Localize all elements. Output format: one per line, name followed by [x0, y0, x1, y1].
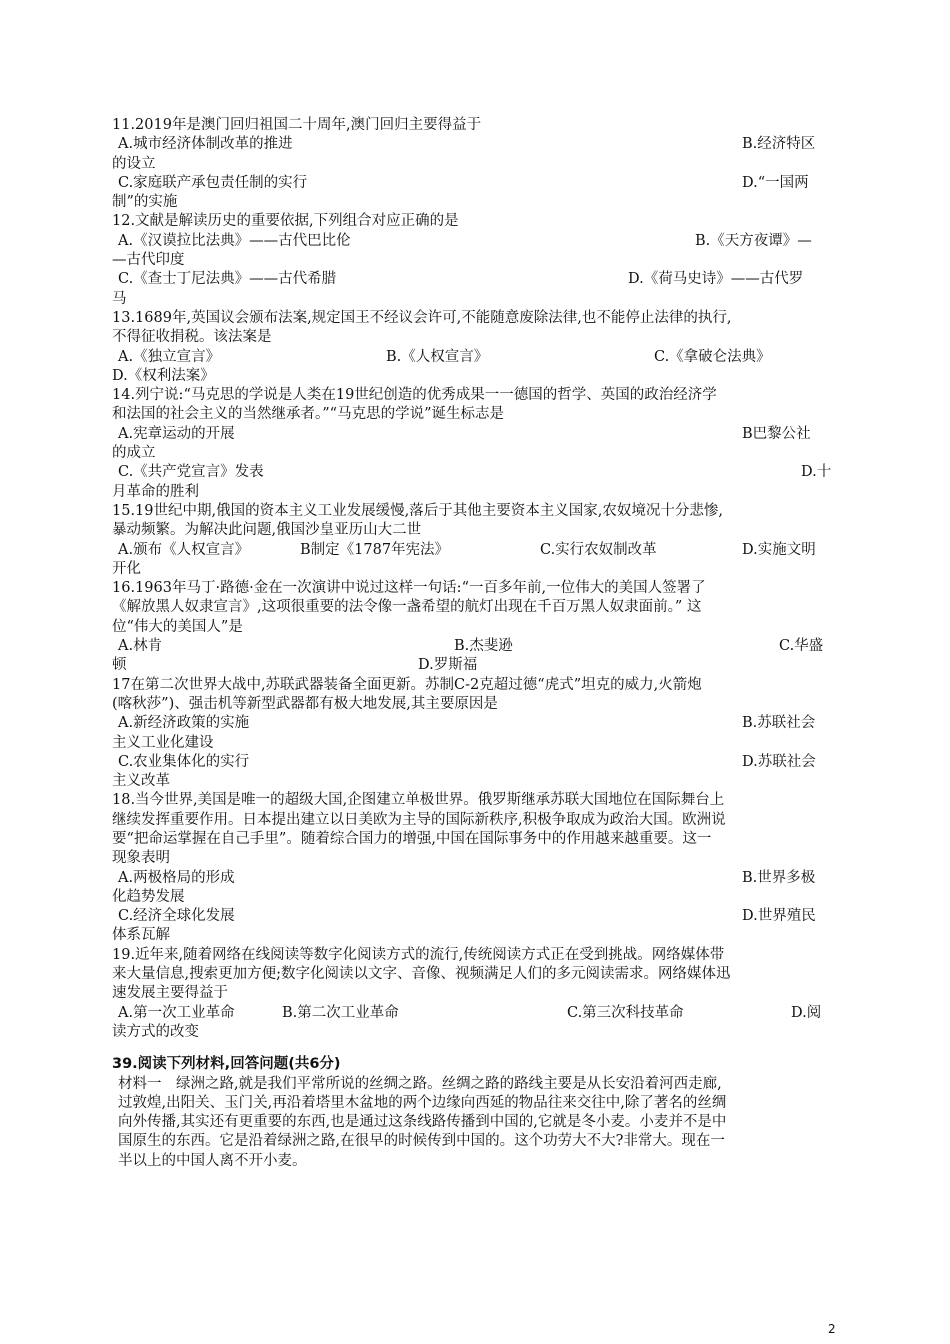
option-d-continued: 开化 [112, 560, 141, 577]
option-b: B.《人权宣言》 [386, 348, 489, 365]
option-a: A.颁布《人权宣言》 [118, 541, 250, 558]
question-11-stem: 11.2019年是澳门回归祖国二十周年,澳门回归主要得益于 [112, 117, 482, 133]
question-14-options-row1 [112, 425, 834, 444]
question-14-stem-line1: 14.列宁说:“马克思的学说是人类在19世纪创造的优秀成果一一德国的哲学、英国的政治经济学 [112, 387, 717, 404]
option-a: A.宪章运动的开展 [118, 425, 235, 442]
option-d: D.“一国两 [742, 174, 809, 191]
option-c: C.华盛 [779, 638, 824, 655]
question-12-options-row1 [112, 232, 834, 251]
question-15-stem-line1: 15.19世纪中期,俄国的资本主义工业发展缓慢,落后于其他主要资本主义国家,农奴境况十分悲惨, [112, 502, 723, 519]
option-c: C.《查士丁尼法典》——古代希腊 [118, 271, 337, 288]
question-19-options-row [112, 1004, 834, 1023]
question-17-options-row1 [112, 714, 834, 733]
option-d: D.实施文明 [742, 541, 816, 558]
option-a: A.城市经济体制改革的推进 [118, 136, 293, 153]
option-b: B.第二次工业革命 [282, 1004, 399, 1021]
question-18-stem-line3: 要“把命运掌握在自己手里”。随着综合国力的增强,中国在国际事务中的作用越来越重要。这一 [112, 830, 712, 847]
option-d-continued: 月革命的胜利 [112, 483, 199, 500]
question-19-stem-line3: 速发展主要得益于 [112, 985, 228, 1002]
option-b: B.经济特区 [742, 136, 816, 153]
option-c: C.《拿破仑法典》 [654, 348, 771, 365]
option-a: A.新经济政策的实施 [118, 715, 250, 732]
question-19-stem-line1: 19.近年来,随着网络在线阅读等数字化阅读方式的流行,传统阅读方式正在受到挑战。网络媒体带 [112, 946, 725, 963]
question-18-stem-line2: 继续发挥重要作用。日本提出建立以日美欧为主导的国际新秩序,积极争取成为政治大国。欧洲说 [112, 811, 726, 828]
material-one [112, 1075, 834, 1171]
material-line: 向外传播,其实还有更重要的东西,也是通过这条线路传播到中国的,它就是冬小麦。小麦并不是中 [118, 1114, 727, 1131]
option-c: C.家庭联产承包责任制的实行 [118, 174, 308, 191]
question-16-options-row [112, 637, 834, 656]
option-b-continued: 的成立 [112, 445, 156, 462]
page-number: 2 [828, 1322, 836, 1336]
option-d: D.阅 [791, 1004, 822, 1021]
question-15-options-row [112, 541, 834, 560]
option-b: B制定《1787年宪法》 [300, 541, 450, 558]
option-d-continued: 体系瓦解 [112, 927, 170, 944]
question-18-options-row1 [112, 869, 834, 888]
option-b-continued: —古代印度 [112, 252, 185, 269]
question-39-title: 39.阅读下列材料,回答问题(共6分) [112, 1056, 341, 1073]
question-14-stem-line2: 和法国的社会主义的当然继承者。”“马克思的学说”诞生标志是 [112, 406, 504, 423]
option-d: D.十 [801, 464, 832, 481]
option-c: C.农业集体化的实行 [118, 753, 250, 770]
option-d-continued: 主义改革 [112, 773, 170, 790]
question-16-options-row2 [112, 656, 834, 675]
option-b: B.《天方夜谭》— [695, 232, 812, 249]
option-a: A.第一次工业革命 [118, 1004, 235, 1021]
option-a: A.《独立宣言》 [118, 348, 221, 365]
question-17-options-row2 [112, 753, 834, 772]
option-b: B巴黎公社 [742, 425, 811, 442]
question-16-stem-line1: 16.1963年马丁·路德·金在一次演讲中说过这样一句话:“一百多年前,一位伟大的美国人签署了 [112, 580, 706, 597]
option-b-continued: 的设立 [112, 155, 156, 172]
option-a: A.《汉谟拉比法典》——古代巴比伦 [118, 232, 351, 249]
option-d: D.世界殖民 [742, 908, 816, 925]
option-c-continued: 顿 [112, 657, 127, 674]
option-d: D.《荷马史诗》——古代罗 [628, 271, 804, 288]
material-line: 半以上的中国人离不开小麦。 [118, 1152, 307, 1169]
question-13-stem-line2: 不得征收捐税。该法案是 [112, 329, 272, 346]
option-b: B.世界多极 [742, 869, 816, 886]
question-17-stem-line2: (喀秋莎”)、强击机等新型武器都有极大地发展,其主要原因是 [112, 695, 498, 712]
option-b-continued: 主义工业化建设 [112, 734, 214, 751]
question-17-stem-line1: 17在第二次世界大战中,苏联武器装备全面更新。苏制C-2克超过德“虎式”坦克的威力,火箭炮 [112, 676, 702, 693]
option-d: D.罗斯福 [418, 657, 478, 674]
question-18-options-row2 [112, 907, 834, 926]
question-11-options-row2 [112, 174, 834, 193]
option-d-continued: 制”的实施 [112, 194, 178, 211]
material-line: 过敦煌,出阳关、玉门关,再沿着塔里木盆地的两个边缘向西延的物品往来交往中,除了著名的丝绸 [118, 1094, 727, 1111]
question-16-stem-line3: 位“伟大的美国人”是 [112, 618, 243, 635]
option-c: C.经济全球化发展 [118, 908, 235, 925]
option-a: A.林肯 [118, 638, 163, 655]
option-d: D.苏联社会 [742, 753, 816, 770]
option-d: D.《权利法案》 [112, 367, 215, 384]
question-11-options-row1 [112, 135, 834, 154]
question-16-stem-line2: 《解放黑人奴隶宣言》,这项很重要的法令像一盏希望的航灯出现在千百万黑人奴隶面前。” 这 [112, 599, 702, 616]
option-d-continued: 读方式的改变 [112, 1023, 199, 1040]
option-c: C.第三次科技革命 [567, 1004, 684, 1021]
material-line: 材料一 绿洲之路,就是我们平常所说的丝绸之路。丝绸之路的路线主要是从长安沿着河西走廊, [118, 1075, 722, 1092]
option-a: A.两极格局的形成 [118, 869, 235, 886]
question-18-stem-line1: 18.当今世界,美国是唯一的超级大国,企图建立单极世界。俄罗斯继承苏联大国地位在国际舞台上 [112, 792, 725, 809]
question-19-stem-line2: 来大量信息,搜索更加方便;数字化阅读以文字、音像、视频满足人们的多元阅读需求。网络媒体迅 [112, 966, 731, 983]
question-12-stem: 12.文献是解读历史的重要依据,下列组合对应正确的是 [112, 213, 459, 230]
question-15-stem-line2: 暴动频繁。为解决此问题,俄国沙皇亚历山大二世 [112, 522, 422, 539]
material-line: 国原生的东西。它是沿着绿洲之路,在很早的时候传到中国的。这个功劳大不大?非常大。现在一 [118, 1133, 725, 1150]
option-c: C.《共产党宣言》发表 [118, 464, 264, 481]
option-b: B.杰斐逊 [454, 638, 513, 655]
exam-page [112, 116, 834, 1171]
question-14-options-row2 [112, 463, 834, 482]
option-c: C.实行农奴制改革 [540, 541, 657, 558]
option-d-continued: 马 [112, 290, 127, 307]
question-13-options-row [112, 348, 834, 367]
question-12-options-row2 [112, 270, 834, 289]
option-b-continued: 化趋势发展 [112, 888, 185, 905]
option-b: B.苏联社会 [742, 715, 816, 732]
question-13-stem-line1: 13.1689年,英国议会颁布法案,规定国王不经议会许可,不能随意废除法律,也不能停止法律的执行, [112, 309, 732, 326]
question-18-stem-line4: 现象表明 [112, 850, 170, 867]
